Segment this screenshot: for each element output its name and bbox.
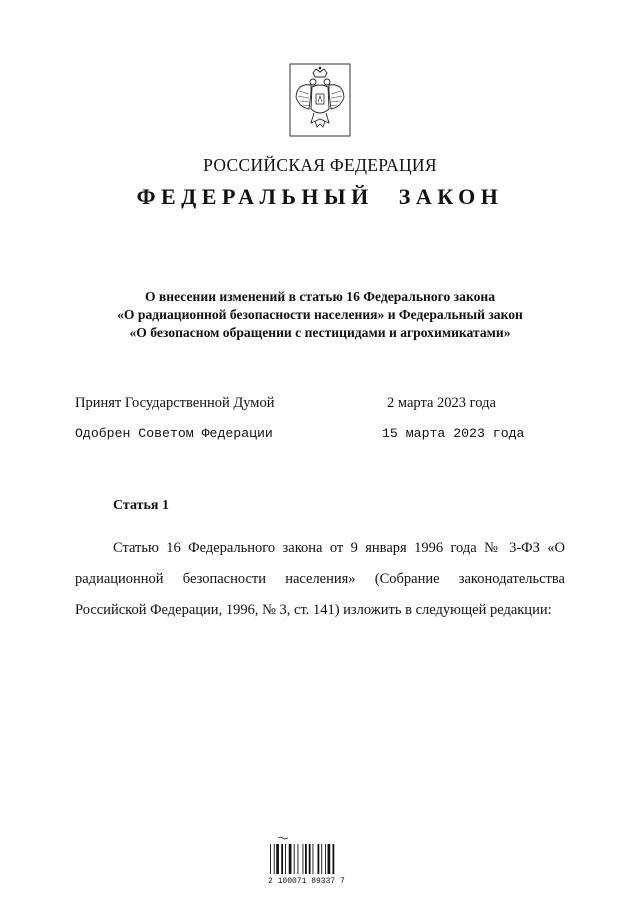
barcode-bar [289, 844, 292, 874]
law-title [0, 288, 640, 342]
barcode-bar [328, 844, 331, 874]
document-type: ФЕДЕРАЛЬНЫЙ ЗАКОН [136, 184, 504, 209]
barcode-bar [318, 844, 320, 874]
barcode-bar [325, 844, 326, 874]
barcode-bar [321, 844, 322, 874]
barcode-bar [305, 844, 307, 874]
law-title-line-3: «О безопасном обращении с пестицидами и агрохимикатами» [129, 325, 511, 340]
barcode-icon [268, 836, 352, 886]
barcode-bar [274, 844, 275, 874]
barcode-bar [285, 844, 286, 874]
duma-adoption-date: 2 марта 2023 года [387, 395, 496, 411]
law-title-line-2: «О радиационной безопасности населения» и Федеральный закон [117, 307, 523, 322]
barcode-bar [281, 844, 283, 874]
country-name: РОССИЙСКАЯ ФЕДЕРАЦИЯ [203, 155, 437, 175]
barcode-bar [276, 844, 279, 874]
barcode-bar [309, 844, 311, 874]
council-approval-label: Одобрен Советом Федерации [75, 426, 273, 441]
barcode-bar [333, 844, 335, 874]
barcode-bar [303, 844, 304, 874]
council-approval-date: 15 марта 2023 года [382, 426, 525, 441]
article-heading: Статья 1 [113, 498, 169, 513]
duma-adoption-label: Принят Государственной Думой [75, 395, 275, 411]
barcode-bar [298, 844, 299, 874]
barcode-bar [313, 844, 314, 874]
barcode-bar [294, 844, 295, 874]
law-title-line-1: О внесении изменений в статью 16 Федерального закона [144, 289, 496, 304]
barcode-bar [270, 844, 271, 874]
article-body: Статью 16 Федерального закона от 9 января 1996 года № 3-ФЗ «О радиационной безопасности населения» (Собрание законодательства Российской Федерации, 1996, № 3, ст. 141) изложить в следующей редакции: [75, 540, 565, 618]
coat-of-arms-icon [289, 63, 351, 137]
barcode-number: 2 100071 89337 7 [268, 877, 345, 886]
